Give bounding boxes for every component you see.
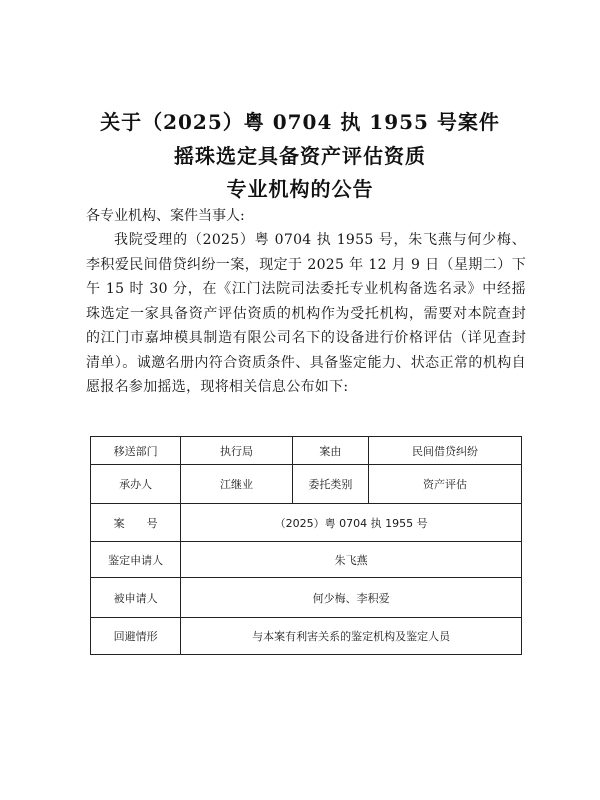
title-line-3: 专业机构的公告 bbox=[226, 177, 374, 201]
salutation: 各专业机构、案件当事人: bbox=[86, 208, 245, 224]
title-line-2: 摇珠选定具备资产评估资质 bbox=[174, 144, 426, 168]
case-no-label: 案 号 bbox=[91, 504, 181, 542]
body-paragraph: 我院受理的（2025）粤 0704 执 1955 号，朱飞燕与何少梅、李积爱民间借贷纠纷一案，现定于 2025 年 12 月 9 日（星期二）下午 15 时 30 分，在《江门法院司法委托专业机构备选名录》中经摇珠选定一家具备资产评估资质的机构作为受托机构，需要对本院查封的江门市嘉坤模具制造有限公司名下的设备进行价格评估（详见查封清单）。诚邀名册内符合资质条件、具备鉴定能力、状态正常的机构自愿报名参加摇选，现将相关信息公布如下: bbox=[86, 232, 526, 395]
transfer-dept-value: 执行局 bbox=[181, 437, 293, 465]
entrust-type-label: 委托类别 bbox=[292, 465, 368, 504]
respondent-value: 何少梅、李积爱 bbox=[181, 578, 522, 618]
case-no-value: （2025）粤 0704 执 1955 号 bbox=[181, 504, 522, 542]
cause-value: 民间借贷纠纷 bbox=[368, 437, 521, 465]
cause-label: 案由 bbox=[292, 437, 368, 465]
table-row bbox=[91, 618, 522, 655]
table-row bbox=[91, 578, 522, 618]
table-row bbox=[91, 437, 522, 465]
table-row bbox=[91, 465, 522, 504]
handler-value: 江继业 bbox=[181, 465, 293, 504]
respondent-label: 被申请人 bbox=[91, 578, 181, 618]
case-info-table bbox=[90, 436, 522, 655]
table-row bbox=[91, 504, 522, 542]
avoidance-value: 与本案有利害关系的鉴定机构及鉴定人员 bbox=[181, 618, 522, 655]
table-row bbox=[91, 542, 522, 578]
entrust-type-value: 资产评估 bbox=[368, 465, 521, 504]
title-line-1: 关于（2025）粤 0704 执 1955 号案件 bbox=[100, 110, 500, 134]
avoidance-label: 回避情形 bbox=[91, 618, 181, 655]
handler-label: 承办人 bbox=[91, 465, 181, 504]
transfer-dept-label: 移送部门 bbox=[91, 437, 181, 465]
applicant-label: 鉴定申请人 bbox=[91, 542, 181, 578]
applicant-value: 朱飞燕 bbox=[181, 542, 522, 578]
